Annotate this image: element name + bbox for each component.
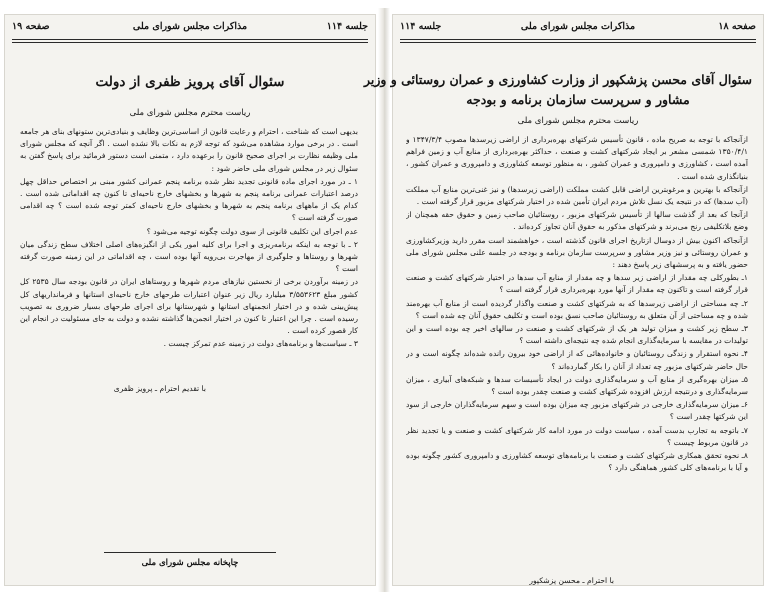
right-header-rule-thick xyxy=(400,39,756,40)
right-closing-signature: با احترام ـ محسن پزشکپور xyxy=(529,576,614,585)
left-page xyxy=(4,14,376,586)
right-page-number: صفحه ۱۸ xyxy=(718,21,756,32)
paragraph: در زمینه برآوردن برخی از نخستین نیازهای مردم شهرها و روستاهای ایران در قانون بودجه سال ۲۵۳۵ کل کشور مبلغ ۳/۵۵۳۶۲۳ میلیارد ریال زیر عنوان اعتبارات طرحهای خارج ناحیه‌ای استانها و فرمانداریهای کل پیش‌بینی شده و در اختیار انجمنهای استانها و شهرستانها برای اجرای طرحهای بسیار ضروری به تصویب رسیده است . چرا این اعتبار تا کنون در اختیار انجمن‌ها گذاشته نشده و دولت به جای مسئولیت در انجام این کار قصور کرده است . xyxy=(20,277,358,336)
title-line: سئوال آقای محسن پزشکپور از وزارت کشاورزی و عمران روستائی و وزیر xyxy=(363,72,752,87)
left-closing-signature: با تقدیم احترام ـ پرویز ظفری xyxy=(113,384,206,393)
left-page-running-title: مذاکرات مجلس شورای ملی xyxy=(132,21,248,32)
left-header-rule-thin xyxy=(12,42,368,43)
left-page-number: صفحه ۱۹ xyxy=(12,21,50,32)
right-question-title xyxy=(363,70,752,110)
title-line: مشاور و سرپرست سازمان برنامه و بودجه xyxy=(466,92,690,107)
right-header-rule-thin xyxy=(400,42,756,43)
paragraph: ازآنجاکه اکنون بیش از دوسال ازتاریخ اجرای قانون گذشته است ، خواهشمند است مقرر دارید وزیرکشاورزی و عمران روستائی و نیز وزیر مشاور و سرپرست سازمان برنامه و بودجه در جلسه علنی مجلس شورای ملی حضور یافته و به پرسشهای زیر پاسخ دهند : xyxy=(406,235,748,270)
right-question-body xyxy=(406,134,748,572)
right-page xyxy=(363,14,764,586)
paragraph: ۶ـ میزان سرمایه‌گذاری خارجی در شرکتهای مزبور چه میزان بوده است و سهم سرمایه‌گذاران خارجی از سود این شرکتها چقدر است ؟ xyxy=(406,400,748,422)
paragraph: ازآنجا که بعد از گذشت سالها از تأسیس شرکتهای مزبور ، روستائیان صاحب زمین و حقوق حقه همچنان از وضع بلاتکلیفی رنج می‌برند و شرکتهای مذکور به حقوق آنان تجاوز کرده‌اند . xyxy=(406,210,748,232)
paragraph: ۸ـ نحوه تحقق همکاری شرکتهای کشت و صنعت با برنامه‌های توسعه کشاورزی و دامپروری کشور چگونه بوده و آیا با برنامه‌های کلی کشور هماهنگی دارد ؟ xyxy=(406,451,748,473)
paragraph: ۳ـ سطح زیر کشت و میزان تولید هر یک از شرکتهای کشت و صنعت در سالهای اخیر چه بوده است و این تولیدات در مقایسه با سرمایه‌گذاری انجام شده چه نتیجه‌ای داشته است ؟ xyxy=(406,324,748,346)
paragraph: بدیهی است که شناخت ، احترام و رعایت قانون از اساسی‌ترین وظایف و بنیادی‌ترین ستونهای بنای هر جامعه است . در برخی موارد مشاهده می‌شود که توجه لازم به نکات بالا نشده است . اگر آنچه که مجلس شورای ملی وظیفه نظارت بر اجرای صحیح قانون را برعهده دارد ، متمنی است دستور فرمائید برای پاسخ گفتن به سئوال زیر در مجلس شورای ملی حاضر شود : xyxy=(20,127,358,173)
paragraph: ۷ـ باتوجه به تجارب بدست آمده ، سیاست دولت در مورد ادامه کار شرکتهای کشت و صنعت و یا تجدید نظر در قانون مربوط چیست ؟ xyxy=(406,425,748,447)
paragraph: ۴ـ نحوه استقرار و زندگی روستائیان و خانواده‌هائی که از اراضی خود بیرون رانده شده‌اند چگونه است و در حال حاضر شرکتهای مزبور چه تعداد از آنان را بکار گمارده‌اند ؟ xyxy=(406,349,748,371)
paragraph: ۵ـ میزان بهره‌گیری از منابع آب و سرمایه‌گذاری دولت در ایجاد تأسیسات سدها و شبکه‌های آبیاری ، میزان سرمایه‌گذاری و درنتیجه ارزش افزوده شرکتهای کشت و صنعت چقدر بوده است ؟ xyxy=(406,374,748,397)
paragraph: عدم اجرای این تکلیف قانونی از سوی دولت چگونه توجیه می‌شود ؟ xyxy=(146,226,358,236)
printer-imprint: چاپخانه مجلس شورای ملی xyxy=(141,558,239,568)
right-addressee: ریاست محترم مجلس شورای ملی xyxy=(517,116,639,126)
left-question-body xyxy=(20,126,358,456)
left-addressee: ریاست محترم مجلس شورای ملی xyxy=(129,108,251,118)
paragraph: ۲ـ چه مساحتی از اراضی زیرسدها که به شرکتهای کشت و صنعت واگذار گردیده است از منابع آب بهره‌مند شده و چه مساحتی از آن متعلق به روستائیان صاحب نسق بوده است و تکلیف حقوق آنان چه شده است ؟ xyxy=(406,298,748,320)
paragraph: ازآنجاکه با توجه به صریح ماده ، قانون تأسیس شرکتهای بهره‌برداری از اراضی زیرسدها مصوب ۱۳۴۷/۳/۴ و ۱۳۵۰/۴/۱ شمسی مشعر بر ایجاد شرکتهای کشت و صنعت ، حداکثر بهره‌برداری از منابع آب و زمین فراهم آمده است ، کشاورزی و دامپروری و عمران کشور ، به منظور توسعه کشاورزی و دامپروری و عمران کشور ، بنیانگذاری شده است . xyxy=(406,135,748,181)
paragraph: ۲ ـ با توجه به اینکه برنامه‌ریزی و اجرا برای کلیه امور یکی از انگیزه‌های اصلی اختلاف سطح زندگی میان شهرها و روستاها و جلوگیری از مهاجرت بی‌رویه آنها بوده است ، چه اقداماتی در این زمینه صورت گرفته است ؟ xyxy=(20,239,358,274)
paragraph: ازآنجاکه با بهترین و مرغوبترین اراضی قابل کشت مملکت (اراضی زیرسدها) و نیز غنی‌ترین منابع آب مملکت (آب سدها) که در نتیجه یک نسل تلاش مردم ایران تأمین شده در اختیار شرکتهای مزبور قرار گرفته است . xyxy=(406,184,748,207)
paragraph: ۱ـ بطورکلی چه مقدار از اراضی زیر سدها و چه مقدار از منابع آب سدها در اختیار شرکتهای کشت و صنعت قرار گرفته است و تاکنون چه مقدار از آنها مورد بهره‌برداری قرار گرفته است ؟ xyxy=(406,273,748,295)
paragraph: ۱ ـ در مورد اجرای ماده قانونی تجدید نظر شده برنامه پنجم عمرانی کشور مبنی بر اختصاص حداقل چهل درصد اعتبارات عمرانی برنامه پنجم به شهرها و بخشهای خارج ناحیه‌ای تا کنون چه اقداماتی شده است . کدام یک از ماههای برنامه پنجم به شهرها و بخشهای خارج ناحیه‌ای کمتر توجه شده است ؟ چه اقدامی صورت گرفته است ؟ xyxy=(20,176,358,223)
right-page-session: جلسه ۱۱۴ xyxy=(400,21,442,32)
left-page-session: جلسه ۱۱۴ xyxy=(326,21,368,32)
left-question-title: سئوال آقای پرویز ظفری از دولت xyxy=(95,74,285,90)
left-header-rule-thick xyxy=(12,39,368,40)
book-gutter xyxy=(378,8,390,592)
right-page-running-title: مذاکرات مجلس شورای ملی xyxy=(520,21,636,32)
paragraph: ۳ ـ سیاست‌ها و برنامه‌های دولت در زمینه عدم تمرکز چیست . xyxy=(163,339,358,349)
left-page-header xyxy=(12,18,368,36)
left-footer-rule xyxy=(104,552,276,553)
right-page-header xyxy=(400,18,756,36)
